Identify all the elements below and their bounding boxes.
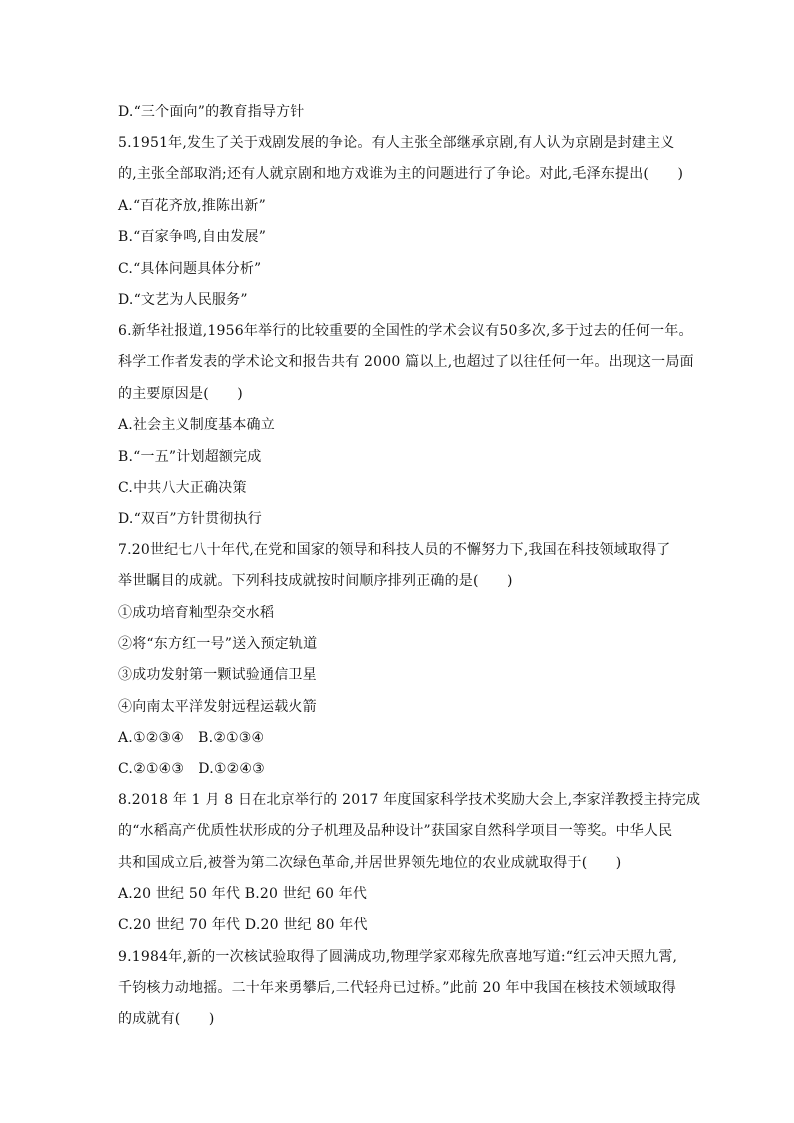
- question-5-option-a: A.“百花齐放,推陈出新”: [118, 198, 266, 214]
- question-7-options-ab: A.①②③④ B.②①③④: [118, 730, 265, 746]
- question-5-option-d: D.“文艺为人民服务”: [118, 292, 248, 308]
- question-6-option-a: A.社会主义制度基本确立: [118, 417, 275, 433]
- question-6-option-d: D.“双百”方针贯彻执行: [118, 511, 262, 527]
- question-9-stem-line-3: 的成就有( ): [118, 1011, 215, 1027]
- question-9-stem-line-1: 9.1984年,新的一次核试验取得了圆满成功,物理学家邓稼先欣喜地写道:“红云冲天照九霄,: [118, 949, 678, 965]
- question-6-stem-line-2: 科学工作者发表的学术论文和报告共有 2000 篇以上,也超过了以往任何一年。出现这一局面: [118, 354, 694, 370]
- question-8-options-cd: C.20 世纪 70 年代 D.20 世纪 80 年代: [118, 917, 368, 933]
- question-7-options-cd: C.②①④③ D.①②④③: [118, 761, 265, 777]
- question-7-item-2: ②将“东方红一号”送入预定轨道: [118, 636, 318, 652]
- question-6-stem-line-1: 6.新华社报道,1956年举行的比较重要的全国性的学术会议有50多次,多于过去的任何一年。: [118, 323, 693, 339]
- question-5-option-b: B.“百家争鸣,自由发展”: [118, 229, 267, 245]
- question-7-item-4: ④向南太平洋发射远程运载火箭: [118, 699, 317, 715]
- question-8-stem-line-3: 共和国成立后,被誉为第二次绿色革命,并居世界领先地位的农业成就取得于( ): [118, 855, 622, 871]
- question-8-options-ab: A.20 世纪 50 年代 B.20 世纪 60 年代: [118, 886, 368, 902]
- question-6-stem-line-3: 的主要原因是( ): [118, 386, 243, 402]
- question-9-stem-line-2: 千钧核力动地摇。二十年来勇攀后,二代轻舟已过桥。”此前 20 年中我国在核技术领域取得: [118, 980, 676, 996]
- question-6-option-b: B.“一五”计划超额完成: [118, 449, 262, 465]
- question-5-option-c: C.“具体问题具体分析”: [118, 261, 262, 277]
- question-6-option-c: C.中共八大正确决策: [118, 480, 247, 496]
- question-8-stem-line-2: 的“水稻高产优质性状形成的分子机理及品种设计”获国家自然科学项目一等奖。中华人民: [118, 823, 673, 839]
- question-7-item-3: ③成功发射第一颗试验通信卫星: [118, 667, 317, 683]
- question-7-item-1: ①成功培育籼型杂交水稻: [118, 605, 275, 621]
- question-5-stem-line-2: 的,主张全部取消;还有人就京剧和地方戏谁为主的问题进行了争论。对此,毛泽东提出( ): [118, 166, 684, 182]
- question-7-stem-line-2: 举世瞩目的成就。下列科技成就按时间顺序排列正确的是( ): [118, 573, 513, 589]
- option-d-q4: D.“三个面向”的教育指导方针: [118, 104, 305, 120]
- question-7-stem-line-1: 7.20世纪七八十年代,在党和国家的领导和科技人员的不懈努力下,我国在科技领域取得了: [118, 542, 671, 558]
- question-8-stem-line-1: 8.2018 年 1 月 8 日在北京举行的 2017 年度国家科学技术奖励大会上,李家洋教授主持完成: [118, 792, 701, 808]
- question-5-stem-line-1: 5.1951年,发生了关于戏剧发展的争论。有人主张全部继承京剧,有人认为京剧是封建主义: [118, 135, 675, 151]
